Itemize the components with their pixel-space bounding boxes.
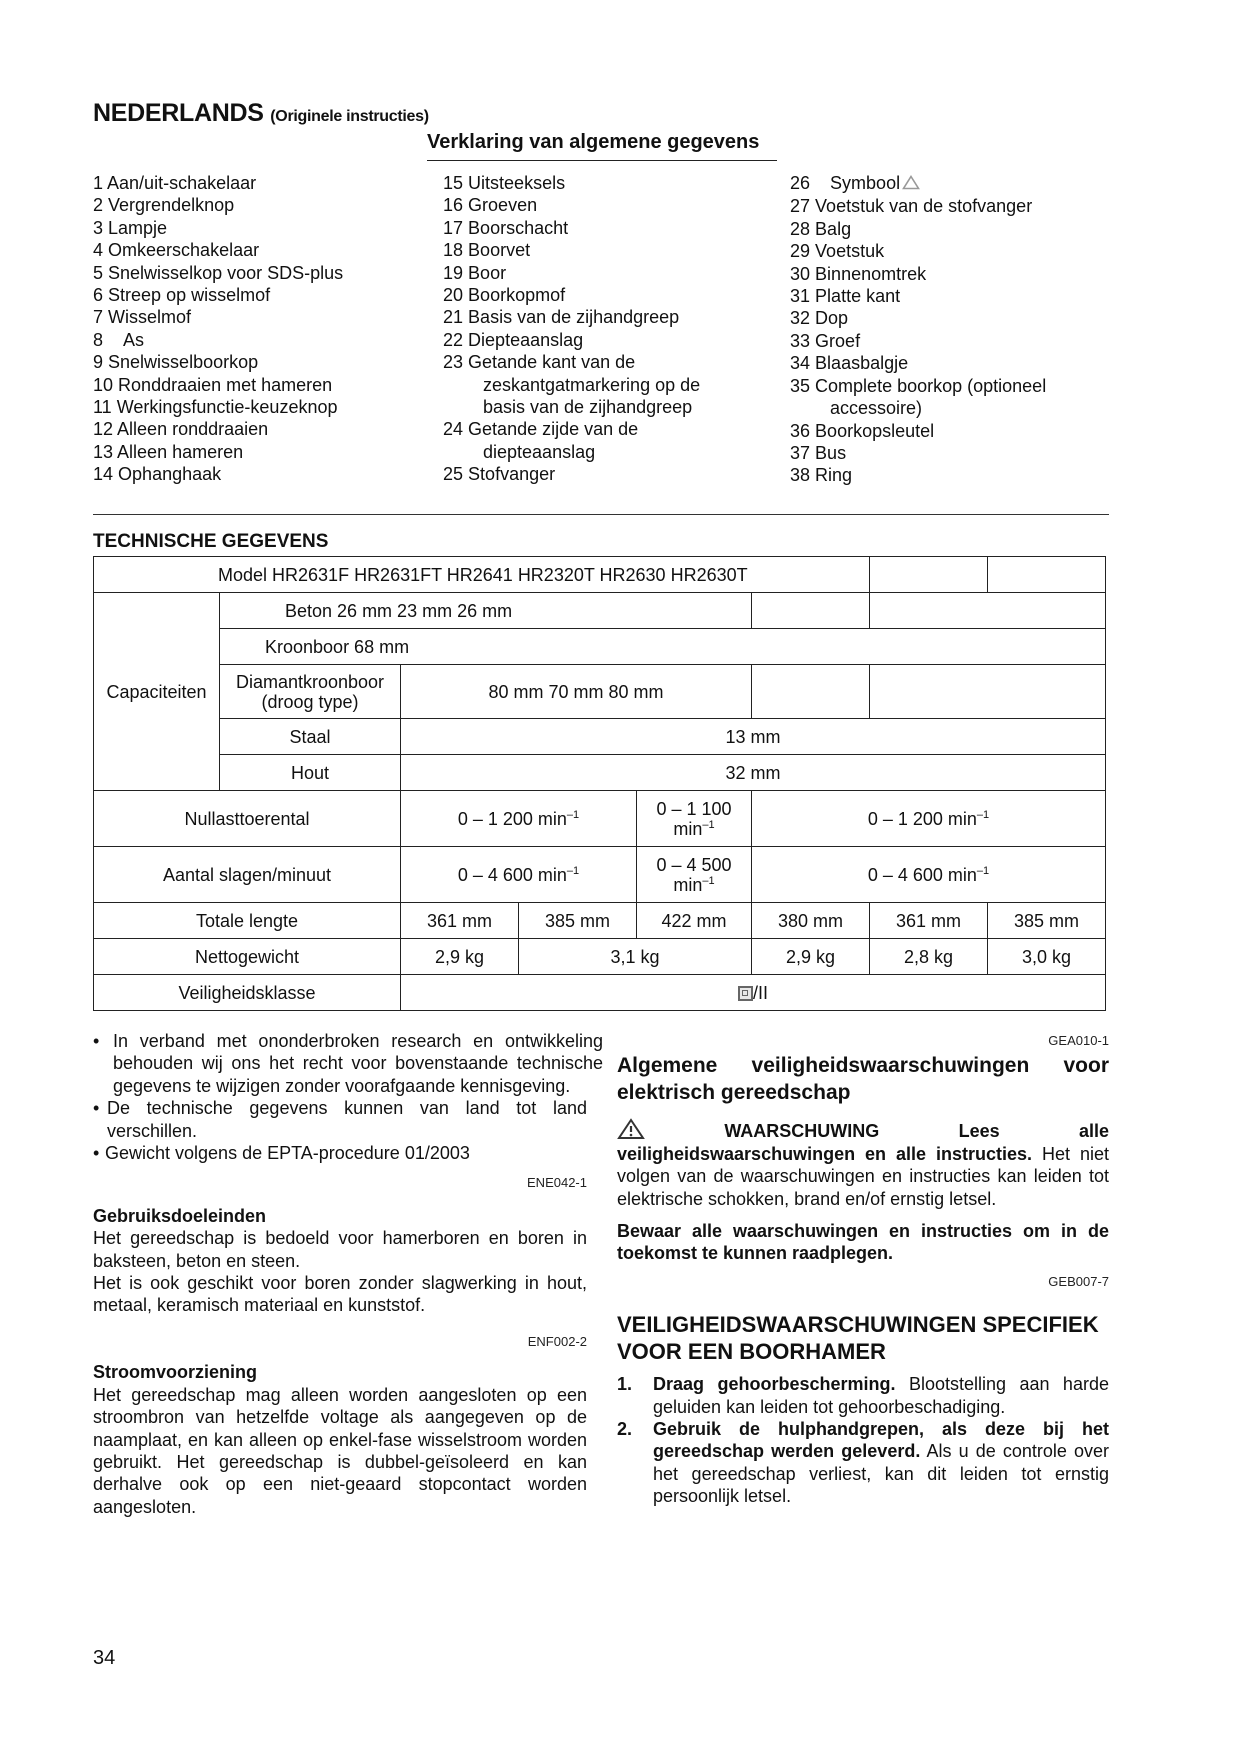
legend-item — [790, 352, 1046, 374]
section-divider — [93, 514, 1109, 515]
table-row-nullast — [94, 791, 1106, 847]
slagen-value-b — [637, 847, 752, 903]
legend-item-label: As — [123, 329, 145, 350]
legend-item — [443, 239, 700, 261]
note-bullet — [93, 1142, 587, 1164]
gewicht-label: Nettogewicht — [94, 939, 401, 975]
legend-item — [443, 262, 700, 284]
specific-title: VEILIGHEIDSWAARSCHUWINGEN SPECIFIEK VOOR EEN BOORHAMER — [617, 1312, 1099, 1365]
legend-item — [443, 306, 700, 328]
legend-item — [443, 172, 700, 194]
legend-item-number: 18 — [443, 240, 464, 261]
legend-item — [790, 172, 1046, 195]
specs-table — [93, 556, 1106, 1011]
legend-item-continuation: basis van de zijhandgreep — [483, 397, 693, 418]
lengte-value: 361 mm — [401, 903, 519, 939]
diamant-value: 80 mm 70 mm 80 mm — [401, 665, 752, 719]
legend-item — [93, 374, 343, 396]
legend-item-number: 8 — [93, 329, 104, 350]
legend-item-label: Boorkopsleutel — [815, 420, 935, 441]
legend-item — [790, 240, 1046, 262]
value-unit: min — [673, 874, 703, 895]
note-bullet — [93, 1030, 603, 1097]
note-bullet — [93, 1097, 587, 1142]
legend-item-label: Snelwisselboorkop — [108, 352, 259, 373]
klasse-label: Veiligheidsklasse — [94, 975, 401, 1011]
value-text: 0 – 1 200 min — [457, 808, 567, 829]
specs-title: TECHNISCHE GEGEVENS — [93, 531, 329, 552]
table-row-staal — [94, 719, 1106, 755]
legend-item — [93, 463, 343, 485]
legend-item-number: 2 — [93, 195, 104, 216]
legend-item-number: 37 — [790, 442, 811, 463]
note-text: Gewicht volgens de EPTA-procedure 01/2003 — [105, 1143, 470, 1164]
legend-item-number: 28 — [790, 218, 811, 239]
legend-item-label: Uitsteeksels — [468, 173, 566, 193]
legend-item-number: 14 — [93, 464, 114, 485]
slagen-value-c — [752, 847, 1106, 903]
warning-block — [617, 1118, 1109, 1210]
legend-item-number: 32 — [790, 308, 811, 329]
table-row-diamant — [94, 665, 1106, 719]
klasse-text: /II — [752, 982, 768, 1003]
legend-item-label: Aan/uit-schakelaar — [107, 173, 257, 193]
legend-item-label: Balg — [815, 218, 852, 239]
legend-item-label: Boorschacht — [468, 217, 569, 238]
legend-item — [443, 463, 700, 485]
value-unit: min — [673, 818, 703, 839]
diamant-label-line1: Diamantkroonboor — [235, 671, 385, 692]
item-bold: Draag gehoorbescherming. — [653, 1374, 896, 1395]
safety-section — [617, 1030, 1109, 1508]
value-text: 0 – 4 600 min — [867, 864, 977, 885]
usage-text-1: Het gereedschap is bedoeld voor hamerboren en boren in baksteen, beton en steen. — [93, 1228, 587, 1271]
doc-code: ENE042-1 — [527, 1175, 587, 1191]
legend-item — [790, 195, 1046, 217]
legend-item-number: 34 — [790, 353, 811, 374]
capacities-label: Capaciteiten — [94, 593, 220, 791]
language-label: NEDERLANDS — [93, 99, 264, 127]
exponent: –1 — [566, 808, 580, 821]
legend-item-number: 6 — [93, 285, 104, 306]
legend-item-label: Snelwisselkop voor SDS-plus — [108, 262, 344, 283]
legend-item-number: 26 — [790, 173, 811, 193]
legend-item — [790, 330, 1046, 352]
page-number: 34 — [93, 1647, 116, 1669]
legend-item-number: 10 — [93, 374, 114, 395]
legend-item-number: 36 — [790, 420, 811, 441]
legend-item-label: Boorkopmof — [468, 285, 566, 306]
legend-item-number: 3 — [93, 217, 104, 238]
empty-cell — [870, 557, 988, 593]
legend-item-label: Ronddraaien met hameren — [118, 374, 333, 395]
legend-item-number: 31 — [790, 286, 811, 307]
safety-item — [617, 1418, 1109, 1508]
item-text: Blootstelling aan harde geluiden kan leiden tot gehoorbeschadiging. — [653, 1374, 1109, 1417]
legend-item-label: Getande kant van de — [468, 352, 636, 373]
legend-item-label: Werkingsfunctie-keuzeknop — [116, 397, 338, 418]
legend-item-label: Wisselmof — [108, 307, 192, 328]
doc-code: GEB007-7 — [1048, 1273, 1109, 1289]
doc-code: GEA010-1 — [1048, 1033, 1109, 1048]
legend-item — [93, 306, 343, 328]
empty-cell — [870, 665, 1106, 719]
staal-label: Staal — [220, 719, 401, 755]
legend-item-continuation: accessoire) — [830, 398, 923, 419]
lengte-value: 385 mm — [988, 903, 1106, 939]
legend-item-label: Platte kant — [815, 286, 901, 307]
legend-item-label: Alleen hameren — [117, 441, 244, 462]
legend-item-label: Voetstuk — [815, 241, 885, 262]
legend-item — [93, 284, 343, 306]
legend-item — [443, 329, 700, 351]
bullet-dot: • — [93, 1098, 100, 1119]
legend-item — [93, 172, 343, 194]
power-text: Het gereedschap mag alleen worden aangesloten op een stroombron van hetzelfde voltage als aangegeven op de naamplaat, en kan alleen op enkel-fase wisselstroom worden gebruikt. Het gereedschap is dubbel-geïsoleerd en kan derhalve ook op een niet-geaard stopcontact worden aangesloten. — [93, 1384, 587, 1517]
power-title: Stroomvoorziening — [93, 1362, 258, 1383]
legend-item-number: 27 — [790, 196, 811, 217]
legend-column-1 — [93, 172, 343, 486]
legend-column-2 — [443, 172, 700, 486]
legend-column-3 — [790, 172, 1046, 487]
legend-item — [790, 420, 1046, 442]
table-row-model — [94, 557, 1106, 593]
lengte-value: 380 mm — [752, 903, 870, 939]
legend-item-number: 35 — [790, 375, 811, 396]
legend-item-label: Getande zijde van de — [468, 419, 639, 440]
legend-item-number: 22 — [443, 329, 464, 350]
nullast-label: Nullasttoerental — [94, 791, 401, 847]
legend-item-label: Blaasbalgje — [815, 353, 909, 374]
legend-item-label: Stofvanger — [468, 464, 556, 485]
legend-item-number: 23 — [443, 352, 464, 373]
item-text: Als u de controle over het gereedschap verliest, kan dit leiden tot ernstig persoonlijk letsel. — [653, 1441, 1110, 1507]
legend-item-label: Groef — [815, 330, 861, 351]
legend-title-underline — [427, 160, 777, 161]
bullet-dot: • — [93, 1143, 100, 1164]
legend-item — [93, 262, 343, 284]
exponent: –1 — [566, 864, 580, 877]
table-row-klasse — [94, 975, 1106, 1011]
legend-item — [93, 239, 343, 261]
warning-text: Het niet volgen van de waarschuwingen en instructies kan leiden tot elektrische schokken, brand en/of ernstig letsel. — [617, 1143, 1109, 1209]
legend-item-number: 29 — [790, 241, 811, 262]
doc-code: ENF002-2 — [527, 1333, 587, 1349]
nullast-value-b — [637, 791, 752, 847]
legend-item — [93, 194, 343, 216]
note-text: De technische gegevens kunnen van land tot land verschillen. — [107, 1098, 587, 1141]
legend-item-label: Vergrendelknop — [108, 195, 235, 216]
legend-item — [443, 194, 700, 216]
exponent: –1 — [702, 874, 715, 887]
legend-item — [93, 418, 343, 440]
legend-item — [790, 218, 1046, 240]
legend-item-number: 13 — [93, 441, 114, 462]
legend-item-number: 9 — [93, 352, 104, 373]
exponent: –1 — [976, 808, 990, 821]
legend-item-number: 30 — [790, 263, 811, 284]
legend-item-number: 33 — [790, 330, 811, 351]
legend-item — [93, 351, 343, 373]
bullet-dot: • — [93, 1031, 100, 1051]
legend-item-number: 4 — [93, 240, 104, 261]
legend-item-number: 21 — [443, 307, 464, 328]
warning-icon — [617, 1121, 645, 1141]
legend-item-label: Groeven — [468, 195, 538, 216]
legend-item-number: 19 — [443, 262, 464, 283]
klasse-value — [401, 975, 1106, 1011]
language-heading — [93, 99, 429, 128]
legend-item — [790, 464, 1046, 486]
model-cell: Model HR2631F HR2631FT HR2641 HR2320T HR2630 HR2630T — [94, 557, 870, 593]
value-text: 0 – 1 100 — [656, 798, 732, 819]
legend-item-number: 11 — [93, 397, 112, 418]
kroonboor-cell: Kroonboor 68 mm — [220, 629, 1106, 665]
legend-item-number: 15 — [443, 173, 464, 193]
legend-item — [93, 329, 343, 351]
usage-title: Gebruiksdoeleinden — [93, 1205, 267, 1226]
legend-item-label: Omkeerschakelaar — [108, 240, 260, 261]
slagen-label: Aantal slagen/minuut — [94, 847, 401, 903]
legend-item-label: Bus — [815, 442, 847, 463]
legend-item-label: Ring — [815, 465, 853, 486]
legend-item-label: Diepteaanslag — [468, 329, 584, 350]
legend-item-number: 20 — [443, 285, 464, 306]
table-row-beton — [94, 593, 1106, 629]
empty-cell — [752, 593, 870, 629]
gewicht-value: 2,8 kg — [870, 939, 988, 975]
warning-bold-text: Lees alle veiligheidswaarschuwingen en alle instructies. — [617, 1121, 1109, 1164]
legend-item-label: Boor — [468, 262, 507, 283]
item-number: 1. — [617, 1374, 633, 1395]
lengte-label: Totale lengte — [94, 903, 401, 939]
item-number: 2. — [617, 1419, 633, 1440]
legend-item-label: Binnenomtrek — [815, 263, 927, 284]
language-note: (Originele instructies) — [270, 108, 429, 125]
item-bold: Gebruik de hulphandgrepen, als deze bij het gereedschap werden geleverd. — [653, 1419, 1109, 1462]
diamant-label-line2: (droog type) — [261, 691, 359, 712]
legend-item-label: Lampje — [108, 217, 168, 238]
legend-item-number: 7 — [93, 307, 104, 328]
legend-item — [443, 217, 700, 239]
legend-item-number: 38 — [790, 465, 811, 486]
legend-item-label: Streep op wisselmof — [108, 285, 271, 306]
keep-instructions: Bewaar alle waarschuwingen en instructies om in de toekomst te kunnen raadplegen. — [617, 1221, 1109, 1264]
legend-item — [93, 441, 343, 463]
double-insulation-icon — [738, 986, 753, 1001]
legend-item-number: 16 — [443, 195, 464, 216]
table-row-lengte — [94, 903, 1106, 939]
legend-item — [790, 442, 1046, 464]
legend-item — [790, 307, 1046, 329]
staal-value: 13 mm — [401, 719, 1106, 755]
safety-title: Algemene veiligheidswaarschuwingen voor elektrisch gereedschap — [617, 1054, 1109, 1105]
value-text: 0 – 4 500 — [656, 854, 732, 875]
legend-item-number: 24 — [443, 419, 464, 440]
legend-item — [93, 217, 343, 239]
legend-item-label: Alleen ronddraaien — [117, 419, 269, 440]
value-text: 0 – 4 600 min — [457, 864, 567, 885]
legend-item-label: Dop — [815, 308, 849, 329]
legend-item-continuation: diepteaanslag — [483, 441, 596, 462]
legend-item-label: Symbool — [830, 173, 901, 193]
legend-item-continuation: zeskantgatmarkering op de — [483, 374, 701, 395]
triangle-symbol-icon — [902, 173, 920, 195]
slagen-value-a — [401, 847, 637, 903]
nullast-value-c — [752, 791, 1106, 847]
legend-item — [93, 396, 343, 418]
legend-item-label: Boorvet — [468, 240, 531, 261]
warning-label: WAARSCHUWING — [724, 1121, 880, 1142]
beton-cell: Beton 26 mm 23 mm 26 mm — [220, 593, 752, 629]
table-row-hout — [94, 755, 1106, 791]
lengte-value: 385 mm — [519, 903, 637, 939]
legend-item-number: 25 — [443, 464, 464, 485]
table-row-kroonboor — [94, 629, 1106, 665]
legend-item — [443, 351, 700, 373]
legend-item — [790, 263, 1046, 285]
legend-item — [790, 285, 1046, 307]
legend-item-number: 12 — [93, 419, 114, 440]
legend-item — [443, 284, 700, 306]
legend-item-label: Complete boorkop (optioneel — [815, 375, 1047, 396]
notes-section — [93, 1030, 603, 1518]
empty-cell — [988, 557, 1106, 593]
legend-item — [790, 375, 1046, 397]
nullast-value-a — [401, 791, 637, 847]
legend-title: Verklaring van algemene gegevens — [427, 131, 760, 153]
hout-label: Hout — [220, 755, 401, 791]
exponent: –1 — [702, 818, 715, 831]
legend-item-label: Voetstuk van de stofvanger — [815, 196, 1033, 217]
diamant-label — [220, 665, 401, 719]
legend-item-label: Ophanghaak — [118, 464, 222, 485]
exponent: –1 — [976, 864, 990, 877]
table-row-slagen — [94, 847, 1106, 903]
empty-cell — [752, 665, 870, 719]
legend-item-number: 5 — [93, 262, 104, 283]
legend-item-number: 17 — [443, 217, 464, 238]
table-row-gewicht — [94, 939, 1106, 975]
gewicht-value: 2,9 kg — [752, 939, 870, 975]
empty-cell — [870, 593, 1106, 629]
value-text: 0 – 1 200 min — [867, 808, 977, 829]
lengte-value: 422 mm — [637, 903, 752, 939]
gewicht-value: 2,9 kg — [401, 939, 519, 975]
legend-item — [443, 418, 700, 440]
legend-item-label: Basis van de zijhandgreep — [468, 307, 680, 328]
gewicht-value: 3,1 kg — [519, 939, 752, 975]
legend-item-number: 1 — [93, 173, 104, 193]
lengte-value: 361 mm — [870, 903, 988, 939]
safety-item — [617, 1373, 1109, 1418]
hout-value: 32 mm — [401, 755, 1106, 791]
note-text: In verband met ononderbroken research en ontwikkeling behouden wij ons het recht voor bovenstaande technische gegevens te wijzigen zonder voorafgaande kennisgeving. — [113, 1031, 603, 1096]
gewicht-value: 3,0 kg — [988, 939, 1106, 975]
usage-text-2: Het is ook geschikt voor boren zonder slagwerking in hout, metaal, keramisch materiaal en kunststof. — [93, 1273, 587, 1316]
